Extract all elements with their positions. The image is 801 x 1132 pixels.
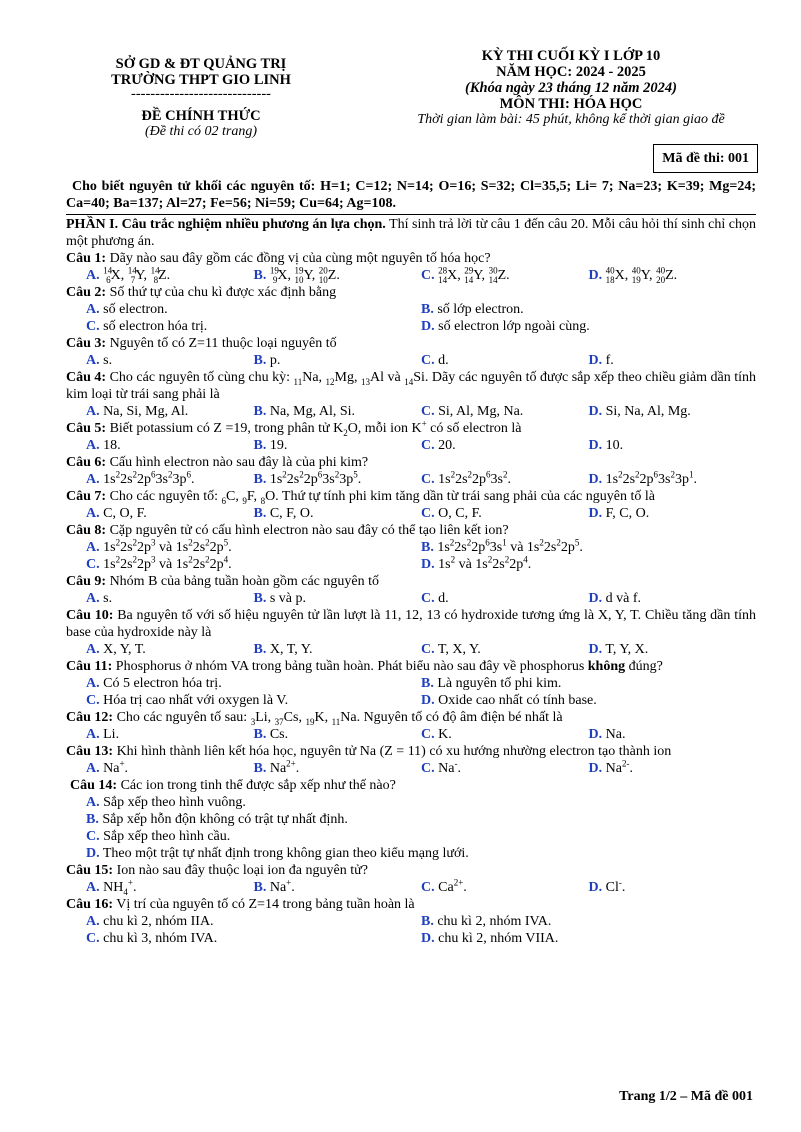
question-label: Câu 7: — [66, 489, 107, 504]
option-c[interactable]: C. Si, Al, Mg, Na. — [421, 404, 524, 419]
option-d[interactable]: D. chu kì 2, nhóm VIIA. — [421, 931, 559, 946]
option-b[interactable]: B. p. — [253, 353, 281, 368]
school-block — [66, 56, 336, 140]
question-15-options — [66, 879, 756, 896]
school-name: TRƯỜNG THPT GIO LINH — [111, 72, 291, 88]
question-text: Cấu hình electron nào sau đây là của phi kim? — [106, 455, 369, 470]
option-a[interactable]: A. Có 5 electron hóa trị. — [86, 676, 222, 691]
question-13-options — [66, 760, 756, 777]
question-11-options — [66, 675, 756, 692]
question-15 — [66, 862, 756, 879]
question-7-options — [66, 505, 756, 522]
option-a[interactable]: A. s. — [86, 591, 113, 606]
question-text: Cặp nguyên tử có cấu hình electron nào sau đây có thể tạo liên kết ion? — [106, 523, 509, 538]
option-d[interactable]: D. Cl-. — [588, 877, 626, 895]
question-9-options — [66, 590, 756, 607]
question-label: Câu 10: — [66, 608, 114, 623]
option-c[interactable]: C. K. — [421, 727, 452, 742]
option-b[interactable]: B. $Na^{2+}$. — [253, 758, 300, 776]
question-4-options — [66, 403, 756, 420]
option-a[interactable]: A. số electron. — [86, 302, 168, 317]
question-label: Câu 5: — [66, 421, 107, 436]
option-a[interactable]: A. $1s^22s^22p^3$ và $1s^22s^22p^5$. — [86, 537, 232, 555]
question-8 — [66, 522, 756, 539]
question-16 — [66, 896, 756, 913]
option-b[interactable]: B. Na, Mg, Al, Si. — [253, 404, 356, 419]
atomic-masses: Cho biết nguyên tử khối các nguyên tố: H=1; C=12; N=14; O=16; S=32; Cl=35,5; Li= 7; Na=23; K=39; Mg=24; Ca=40; Ba=137; Al=27; Fe=56; Ni=59; Cu=64; Ag=108. — [66, 179, 756, 211]
page-footer: Trang 1/2 – Mã đề 001 — [619, 1089, 753, 1104]
option-c[interactable]: C. Sắp xếp theo hình cầu. — [86, 829, 231, 844]
option-b[interactable]: B. $^{19}_9$X, $^{19}_{10}$Y, $^{20}_{10}$Z. — [253, 265, 340, 285]
question-label: Câu 4: — [66, 370, 107, 385]
option-d[interactable]: D. số electron lớp ngoài cùng. — [421, 319, 590, 334]
option-d[interactable]: D. Oxide cao nhất có tính base. — [421, 693, 597, 708]
option-c[interactable]: C. số electron hóa trị. — [86, 319, 208, 334]
part-one-instructions: Thí sinh trả lời từ câu 1 đến câu 20. Mỗi câu hỏi thí sinh chỉ chọn một phương án. — [66, 217, 756, 249]
option-c[interactable]: C. $^{28}_{14}$X, $^{29}_{14}$Y, $^{30}_{14}$Z. — [421, 265, 510, 285]
option-c[interactable]: C. chu kì 3, nhóm IVA. — [86, 931, 218, 946]
divider-line — [66, 214, 756, 215]
option-a[interactable]: A. $^{14}_6$X, $^{14}_7$Y, $^{14}_8$Z. — [86, 265, 171, 285]
exam-info-block — [376, 48, 766, 128]
option-a[interactable]: A. Li. — [86, 727, 120, 742]
question-16-options — [66, 913, 756, 930]
option-c[interactable]: C. $1s^22s^22p^63s^2$. — [421, 469, 511, 487]
question-text: Dãy nào sau đây gồm các đồng vị của cùng một nguyên tố hóa học? — [106, 251, 491, 266]
option-b[interactable]: B. chu kì 2, nhóm IVA. — [421, 914, 552, 929]
option-c[interactable]: C. d. — [421, 591, 449, 606]
option-b[interactable]: B. Là nguyên tố phi kim. — [421, 676, 562, 691]
option-a[interactable]: A. Na, Si, Mg, Al. — [86, 404, 189, 419]
question-label: Câu 14: — [70, 778, 118, 793]
option-b[interactable]: B. X, T, Y. — [253, 642, 313, 657]
option-b[interactable]: B. $1s^22s^22p^63s^1$ và $1s^22s^22p^5$. — [421, 537, 583, 555]
option-d[interactable]: D. 10. — [588, 438, 624, 453]
option-a[interactable]: A. Na+. — [86, 758, 129, 776]
exam-title: KỲ THI CUỐI KỲ I LỚP 10 — [481, 48, 661, 64]
question-5-options — [66, 437, 756, 454]
option-c[interactable]: C. T, X, Y. — [421, 642, 481, 657]
option-c[interactable]: C. $1s^22s^22p^3$ và $1s^22s^22p^4$. — [86, 554, 232, 572]
pages-note: (Đề thi có 02 trang) — [145, 124, 257, 139]
question-7: Câu 7: Cho các nguyên tố: $_6$C, $_9$F, $_8$O. Thứ tự tính phi kim tăng dần từ trái sang phải của các nguyên tố là — [66, 489, 655, 506]
question-label: Câu 9: — [66, 574, 107, 589]
exam-subject: MÔN THI: HÓA HỌC — [499, 96, 643, 112]
option-a[interactable]: A. $NH_4^+$. — [86, 877, 137, 897]
option-b[interactable]: B. 19. — [253, 438, 288, 453]
question-10 — [66, 607, 756, 641]
question-text: Số thứ tự của chu kì được xác định bằng — [106, 285, 337, 300]
exam-time: Thời gian làm bài: 45 phút, không kể thời gian giao đề — [417, 112, 725, 127]
option-b[interactable]: B. $1s^22s^22p^63s^23p^5$. — [253, 469, 362, 487]
option-c[interactable]: C. O, C, F. — [421, 506, 482, 521]
question-1-options — [66, 267, 756, 284]
question-label: Câu 16: — [66, 897, 114, 912]
question-6-options — [66, 471, 756, 488]
option-a[interactable]: A. 18. — [86, 438, 121, 453]
school-year: NĂM HỌC: 2024 - 2025 — [496, 64, 646, 80]
divider-dashes: ----------------------------- — [130, 86, 272, 102]
question-8-options-2 — [66, 556, 756, 573]
option-d[interactable]: D. Theo một trật tự nhất định trong không gian theo kiểu mạng lưới. — [86, 846, 469, 861]
exam-date: (Khóa ngày 23 tháng 12 năm 2024) — [465, 80, 677, 96]
question-label: Câu 12: — [66, 710, 114, 725]
official-label: ĐỀ CHÍNH THỨC — [141, 108, 261, 124]
option-a[interactable]: A. Sắp xếp theo hình vuông. — [86, 795, 246, 810]
option-b[interactable]: B. Sắp xếp hỗn độn không có trật tự nhất định. — [86, 812, 348, 827]
question-16-options-2 — [66, 930, 756, 947]
option-d[interactable]: D. T, Y, X. — [588, 642, 649, 657]
option-c[interactable]: C. 20. — [421, 438, 456, 453]
question-3-options — [66, 352, 756, 369]
question-4: Câu 4: Cho các nguyên tố cùng chu kỳ: $_{11}$Na, $_{12}$Mg, $_{13}$Al và $_{14}$Si. Dãy các nguyên tố được sắp xếp theo chiều giảm dần tính kim loại từ trái sang phải là — [66, 370, 757, 402]
question-14 — [66, 777, 756, 794]
option-c[interactable]: C. Na-. — [421, 758, 461, 776]
question-text: Nguyên tố có Z=11 thuộc loại nguyên tố — [106, 336, 337, 351]
option-c[interactable]: C. Hóa trị cao nhất với oxygen là V. — [86, 693, 289, 708]
department-name: SỞ GD & ĐT QUẢNG TRỊ — [115, 56, 287, 72]
option-c[interactable]: C. $Ca^{2+}$. — [421, 877, 467, 895]
option-d[interactable]: D. f. — [588, 353, 614, 368]
question-label: Câu 15: — [66, 863, 114, 878]
exam-code-box: Mã đề thi: 001 — [653, 144, 758, 173]
question-label: Câu 1: — [66, 251, 107, 266]
question-label: Câu 13: — [66, 744, 114, 759]
option-d[interactable]: D. $Na^{2-}$. — [588, 758, 633, 776]
part-one-heading — [66, 216, 756, 250]
question-text: Ba nguyên tố với số hiệu nguyên tử lần lượt là 11, 12, 13 có hydroxide tương ứng là X, Y, T. Chiều tăng dần tính base của hydroxide này là — [66, 608, 756, 640]
question-2-options — [66, 301, 756, 318]
option-d[interactable]: D. $1s^22s^22p^63s^23p^1$. — [588, 469, 697, 487]
option-b[interactable]: B. s và p. — [253, 591, 307, 606]
question-5: Câu 5: Biết potassium có Z =19, trong phân tử $K_2O$, mỗi ion K+ có số electron là — [66, 418, 522, 438]
question-3 — [66, 335, 756, 352]
option-a[interactable]: A. chu kì 2, nhóm IIA. — [86, 914, 214, 929]
option-d[interactable]: D. d và f. — [588, 591, 642, 606]
option-d[interactable]: D. Na. — [588, 727, 626, 742]
question-9 — [66, 573, 756, 590]
question-label: Câu 3: — [66, 336, 107, 351]
exam-page — [66, 44, 756, 947]
question-text: Các ion trong tinh thể được sắp xếp như thế nào? — [117, 778, 396, 793]
question-label: Câu 8: — [66, 523, 107, 538]
question-text: Vị trí của nguyên tố có Z=14 trong bảng tuần hoàn là — [113, 897, 415, 912]
question-1 — [66, 250, 756, 267]
option-a[interactable]: A. C, O, F. — [86, 506, 147, 521]
option-d[interactable]: D. $^{40}_{18}$X, $^{40}_{19}$Y, $^{40}_{20}$Z. — [588, 265, 678, 285]
option-a[interactable]: A. s. — [86, 353, 113, 368]
question-13 — [66, 743, 756, 760]
question-label: Câu 11: — [66, 659, 113, 674]
question-text: Ion nào sau đây thuộc loại ion đa nguyên tử? — [113, 863, 368, 878]
option-a[interactable]: A. X, Y, T. — [86, 642, 146, 657]
question-label: Câu 2: — [66, 285, 107, 300]
question-12-options — [66, 726, 756, 743]
option-c[interactable]: C. d. — [421, 353, 449, 368]
option-b[interactable]: B. số lớp electron. — [421, 302, 524, 317]
option-b[interactable]: B. Na+. — [253, 877, 295, 895]
exam-header — [66, 44, 756, 176]
question-8-options — [66, 539, 756, 556]
question-2 — [66, 284, 756, 301]
question-text: Nhóm B của bảng tuần hoàn gồm các nguyên tố — [106, 574, 379, 589]
option-d[interactable]: D. $1s^2$ và $1s^22s^22p^4$. — [421, 554, 532, 572]
question-2-options-2 — [66, 318, 756, 335]
question-11: Câu 11: Phosphorus ở nhóm VA trong bảng tuần hoàn. Phát biểu nào sau đây về phosphorus không đúng? — [66, 659, 663, 674]
question-text: Khi hình thành liên kết hóa học, nguyên tử Na (Z = 11) có xu hướng nhường electron tạo thành ion — [113, 744, 672, 759]
option-d[interactable]: D. F, C, O. — [588, 506, 650, 521]
question-11-options-2 — [66, 692, 756, 709]
question-label: Câu 6: — [66, 455, 107, 470]
part-one-title: PHẦN I. Câu trắc nghiệm nhiều phương án lựa chọn. — [66, 217, 386, 232]
option-b[interactable]: B. Cs. — [253, 727, 289, 742]
option-d[interactable]: D. Si, Na, Al, Mg. — [588, 404, 691, 419]
question-10-options — [66, 641, 756, 658]
question-12: Câu 12: Cho các nguyên tố sau: $_3$Li, $_{37}$Cs, $_{19}$K, $_{11}$Na. Nguyên tố có độ âm điện bé nhất là — [66, 710, 563, 727]
option-b[interactable]: B. C, F, O. — [253, 506, 314, 521]
option-a[interactable]: A. $1s^22s^22p^63s^23p^6$. — [86, 469, 195, 487]
